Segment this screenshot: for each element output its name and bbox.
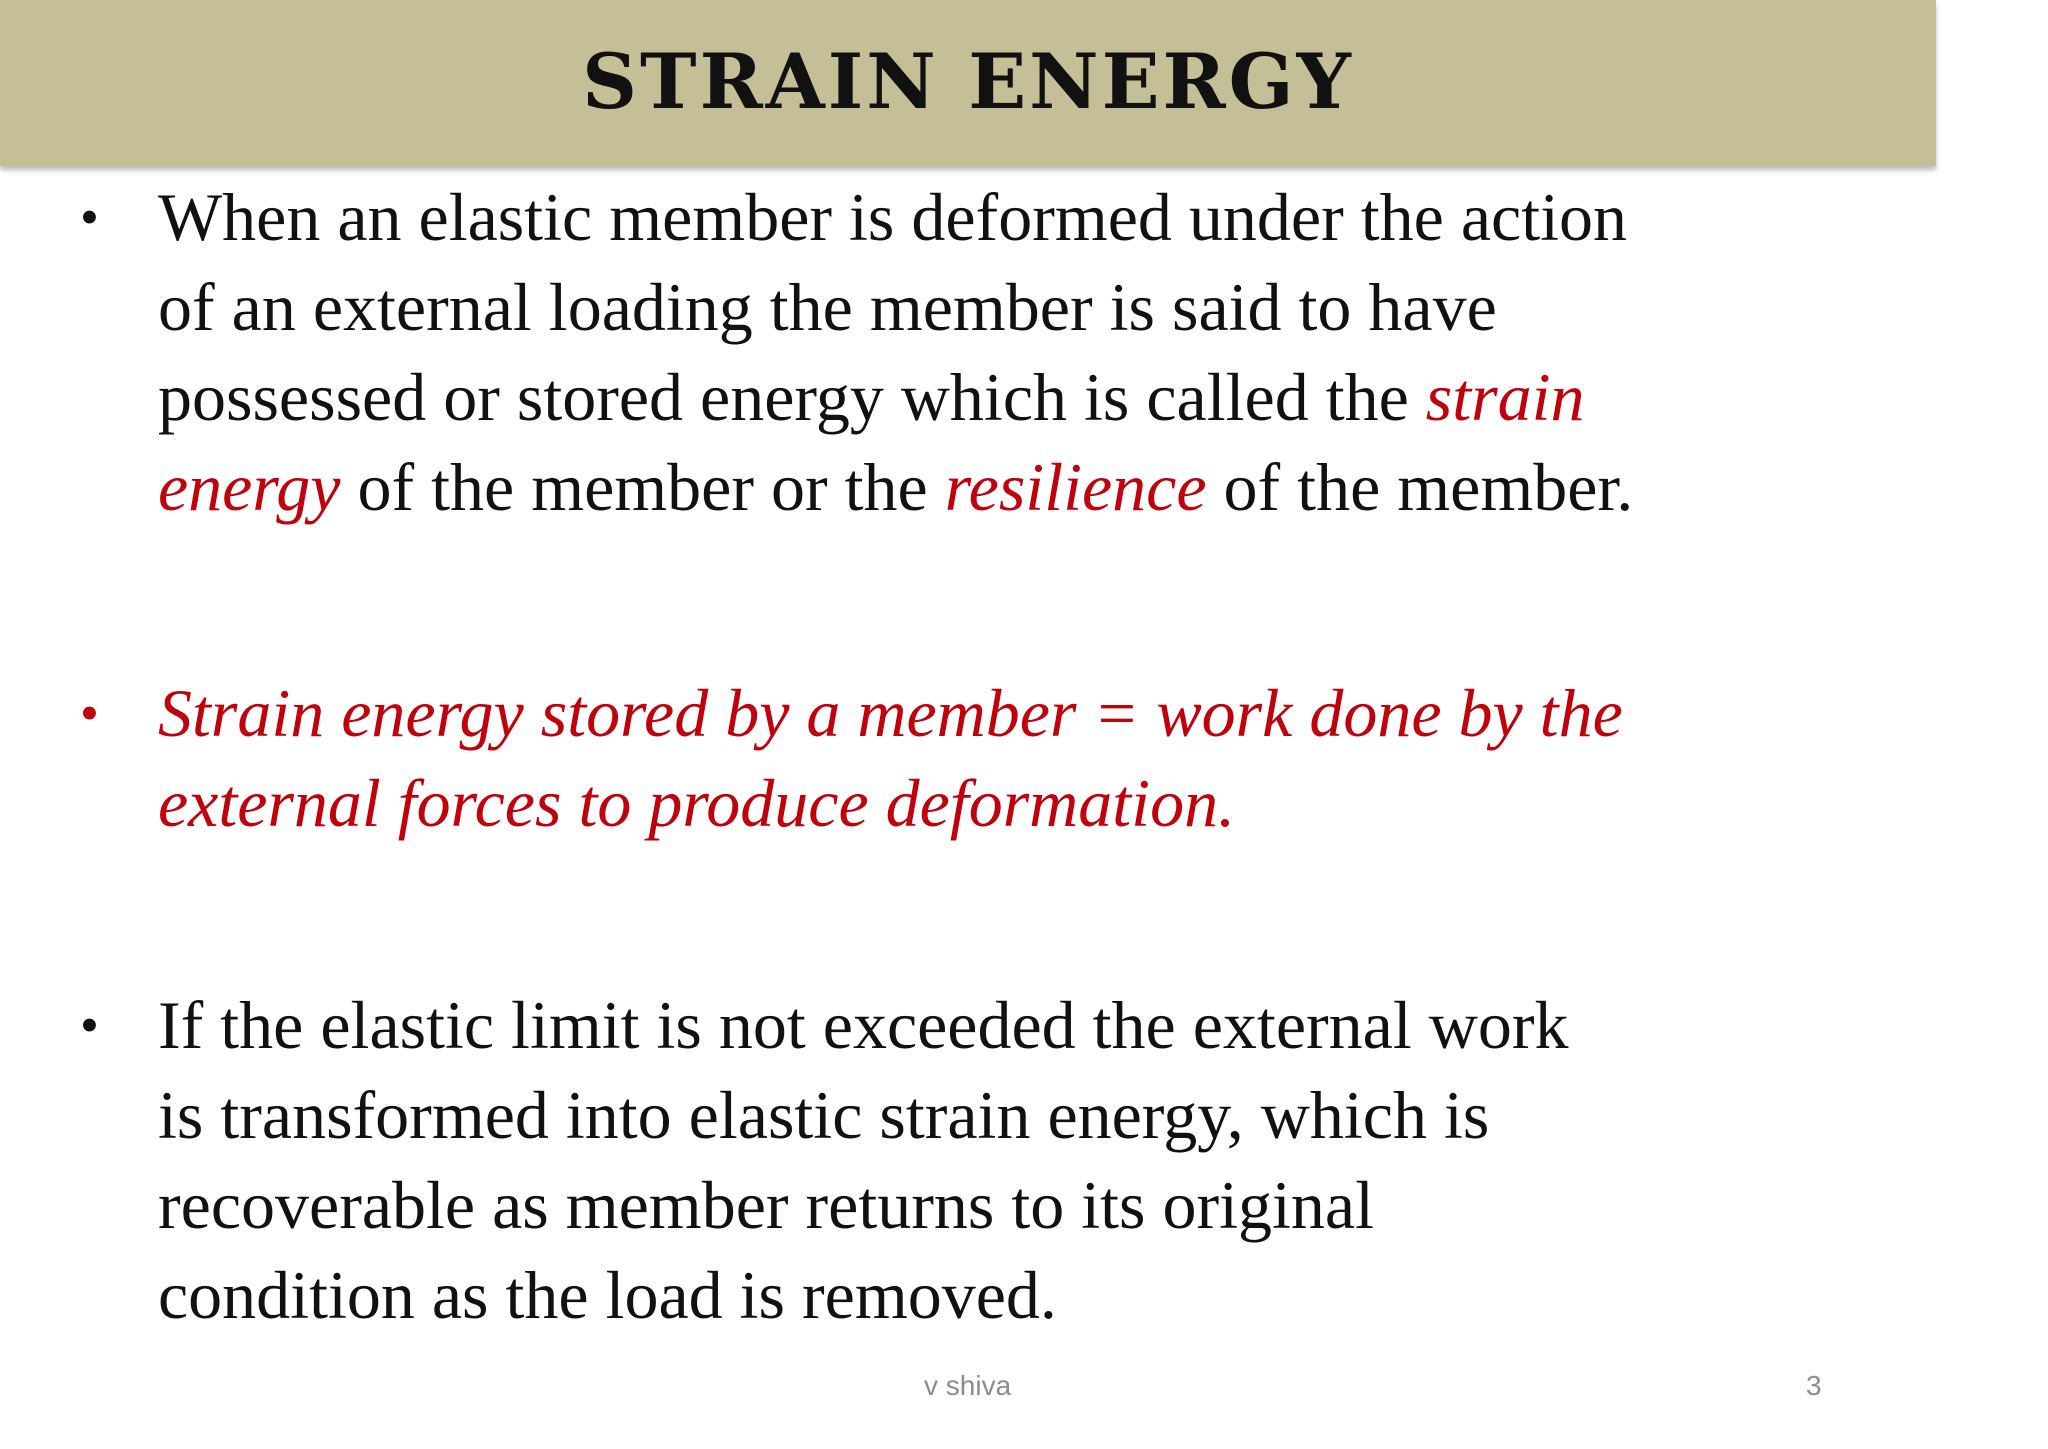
bullet-3-line-1: If the elastic limit is not exceeded the external work	[158, 987, 1569, 1063]
bullet-1-line-4	[158, 442, 1633, 532]
bullet-1-line-3-text: possessed or stored energy which is called the	[158, 359, 1426, 435]
bullet-1-line-3	[158, 352, 1633, 442]
slide-title: STRAIN ENERGY	[582, 37, 1354, 126]
bullet-marker: •	[80, 683, 99, 743]
bullet-1-line-1: When an elastic member is deformed under the action	[158, 179, 1627, 255]
bullet-1-line-4-text-a: of the member or the	[340, 449, 945, 525]
term-strain: strain	[1425, 359, 1585, 435]
bullet-text-2	[158, 668, 1623, 848]
page-number: 3	[1806, 1370, 1822, 1401]
bullet-2-line-2: external forces to produce deformation.	[158, 765, 1236, 841]
bullet-3-line-4: condition as the load is removed.	[158, 1257, 1057, 1333]
bullet-marker: •	[80, 995, 99, 1055]
bullet-2-line-1: Strain energy stored by a member = work done by the	[158, 675, 1623, 751]
term-resilience: resilience	[944, 449, 1207, 525]
bullet-1-line-4-text-b: of the member.	[1206, 449, 1634, 525]
bullet-3-line-3: recoverable as member returns to its original	[158, 1167, 1374, 1243]
bullet-marker: •	[80, 187, 99, 247]
bullet-text-3	[158, 980, 1568, 1340]
term-energy: energy	[158, 449, 341, 525]
bullet-3-line-2: is transformed into elastic strain energy, which is	[158, 1077, 1490, 1153]
bullet-text-1	[158, 172, 1633, 532]
footer-author: v shiva	[924, 1370, 1012, 1401]
bullet-1-line-2: of an external loading the member is said to have	[158, 269, 1497, 345]
